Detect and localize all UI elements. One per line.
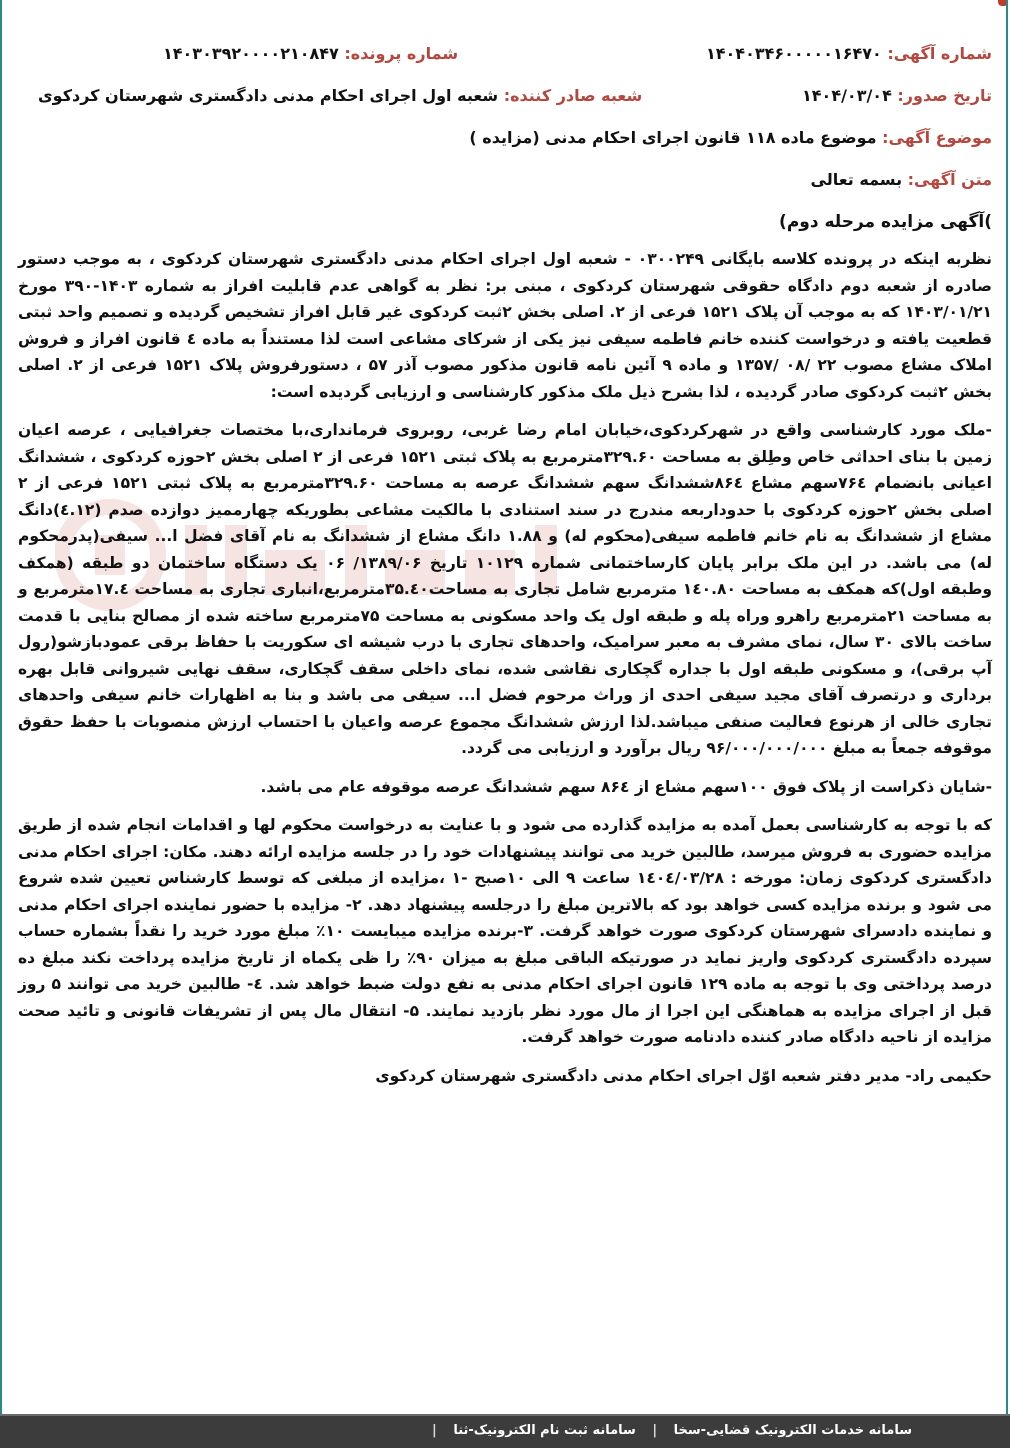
footer-bar	[0, 1414, 1010, 1448]
subject-value: موضوع ماده ۱۱۸ قانون اجرای احکام مدنی (مزایده )	[469, 128, 877, 147]
issuing-branch-label: شعبه صادر کننده:	[503, 86, 643, 105]
notice-content	[18, 40, 992, 1101]
footer-separator: |	[652, 1423, 658, 1438]
footer-link-sana[interactable]: سامانه ثبت نام الکترونیک-ثنا	[453, 1423, 636, 1438]
issuing-branch-value: شعبه اول اجرای احکام مدنی دادگستری شهرستان کردکوی	[38, 86, 499, 105]
case-number-label: شماره پرونده:	[344, 44, 459, 63]
notice-number	[706, 40, 992, 68]
footer-separator-end: |	[432, 1423, 437, 1438]
notice-body-header	[18, 166, 992, 194]
meta-row-2	[18, 82, 992, 110]
case-number-value: ۱۴۰۳۰۳۹۲۰۰۰۰۲۱۰۸۴۷	[163, 44, 339, 63]
notice-number-label: شماره آگهی:	[887, 44, 992, 63]
paragraph-endowment-note: -شایان ذکراست از پلاک فوق ۱۰۰سهم مشاع از ۸۶٤ سهم ششدانگ عرصه موقوفه عام می باشد.	[260, 777, 992, 796]
notice-subject	[18, 124, 992, 152]
issuing-branch	[38, 82, 642, 110]
paragraph-signature: حکیمی راد- مدیر دفتر شعبه اوّل اجرای احکام مدنی دادگستری شهرستان کردکوی	[375, 1066, 992, 1085]
paragraph-intro: نظربه اینکه در پرونده کلاسه بایگانی ۰۳۰۰۲۴۹ - شعبه اول اجرای احکام مدنی دادگستری شهرستان کردکوی ، به موجب دستور صادره از شعبه دوم دادگاه حقوقی شهرستان کردکوی ، مبنی بر: نظر به گواهی عدم قابلیت افراز به شماره ۱۴۰۳-۳۹۰ مورخ ۱۴۰۳/۰۱/۲۱ که به موجب آن پلاک ۱۵۲۱ فرعی از ۲. اصلی بخش ۲ثبت کردکوی غیر قابل افراز تشخیص گردیده و تصمیم واحد ثبتی قطعیت یافته و درخواست کننده خانم فاطمه سیفی نیز یکی از شرکای مشاعی است لذا مستنداً به ماده ٤ قانون افراز و فروش املاک مشاع مصوب ۲۲ /۰۸ /۱۳۵۷ و ماده ۹ آئین نامه قانون مذکور مصوب آذر ۵۷ ، دستورفروش پلاک ۱۵۲۱ فرعی از ۲. اصلی بخش ۲ثبت کردکوی صادر گردیده ، لذا بشرح ذیل ملک مذکور کارشناسی و ارزیابی گردیده است:	[18, 250, 993, 401]
auction-heading: )آگهی مزایده مرحله دوم)	[779, 212, 992, 232]
body-label: متن آگهی:	[907, 170, 992, 189]
issue-date	[802, 82, 992, 110]
body-value: بسمه تعالی	[810, 170, 903, 189]
subject-label: موضوع آگهی:	[882, 128, 992, 147]
issue-date-label: تاریخ صدور:	[897, 86, 992, 105]
meta-row-1	[18, 40, 992, 68]
paragraph-property-description: -ملک مورد کارشناسی واقع در شهرکردکوی،خیابان امام رضا غربی، روبروی فرمانداری،با مختصات جغرافیایی ، عرصه اعیان زمین با بنای احداثی خاص وطِلق به مساحت ۳۲۹.۶۰مترمربع به پلاک ثبتی ۱۵۲۱ فرعی از ۲ اصلی بخش ۲حوزه کردکوی ، ششدانگ اعیانی بانضمام ۷۶٤سهم مشاع ۸۶٤ششدانگ سهم ششدانگ عرصه به مساحت ۳۲۹.۶۰مترمربع به پلاک ثبتی ۱۵۲۱ فرعی از ۲ اصلی بخش ۲حوزه کردکوی با حدوداربعه مندرج در سند استنادی با مالکیت مشاعی بطوریکه چهارممیز دوازده صدم (٤.۱۲)دانگ مشاع از ششدانگ به نام خانم فاطمه سیفی(محکوم له) و ۱.۸۸ دانگ مشاع از ششدانگ به نام آقای فضل ا... سیفی(پدرمحکوم له) می باشد. در این ملک برابر پایان کارساختمانی شماره ۱۰۱۲۹ تاریخ ۱۳۸۹/۰۶/ ۰۶ یک دستگاه ساختمان دو طبقه (همکف وطبقه اول)که همکف به مساحت ۱٤۰.۸۰ مترمربع شامل تجاری به مساحت۳۵.٤۰مترمربع،انباری تجاری به مساحت ۱۷.٤مترمربع و به مساحت ۲۱مترمربع راهرو وراه پله و طبقه اول یک واحد مسکونی به مساحت ۷۵مترمربع ساخته شده از مصالح بنایی با قدمت ساخت بالای ۳۰ سال، نمای مشرف به معبر سرامیک، واحدهای تجاری با درب شیشه ای سکوریت با حفاظ برقی عمودبازشو(رول آپ برقی)، و مسکونی طبقه اول با جداره گچکاری نقاشی شده، نمای داخلی سقف گچکاری، سقف نهایی شیروانی قابل بهره برداری و درتصرف آقای مجید سیفی احدی از وراث مرحوم فضل ا... سیفی می باشد و بنا به اظهارات خانم سیفی واحدهای تجاری خالی از هرنوع فعالیت صنفی میباشد.لذا ارزش ششدانگ مجموع عرصه واعیان با احتساب ارزش منصوبات با حفظ حقوق موقوفه جمعاً به مبلغ ۹۶/۰۰۰/۰۰۰/۰۰۰ ریال برآورد و ارزیابی می گردد.	[18, 421, 992, 757]
notice-number-value: ۱۴۰۴۰۳۴۶۰۰۰۰۰۱۶۴۷۰	[706, 44, 882, 63]
case-number	[163, 40, 458, 68]
paragraph-auction-terms: که با توجه به کارشناسی بعمل آمده به مزایده گذارده می شود و با عنایت به درخواست محکوم لها و اقدامات انجام شده از طریق مزایده حضوری به فروش میرسد، طالبین خرید می توانند پیشنهادات خود را در جلسه مزایده ارائه دهند. مکان: اجرای احکام مدنی دادگستری کردکوی زمان: مورخه : ۱٤۰٤/۰۳/۲۸ ساعت ۹ الی ۱۰صبح -۱ ،مزایده از مبلغی که توسط کارشناس تعیین شده شروع می شود و برنده مزایده کسی خواهد بود که بالاترین مبلغ را درجلسه پیشنهاد دهد. ۲- مزایده با حضور نماینده اجرای احکام مدنی و نماینده دادسرای شهرستان کردکوی صورت خواهد گرفت. ۳-برنده مزایده میبایست ۱۰٪ مبلغ مورد خرید را نقداً بشماره حساب سپرده دادگستری کردکوی واریز نماید در صورتیکه الباقی مبلغ به میزان ۹۰٪ را ظی یکماه از تاریخ مزایده پرداخت نکند مبلغ ده درصد پرداختی وی با توجه به ماده ۱۲۹ قانون اجرای احکام مدنی به نفع دولت ضبط خواهد شد. ٤- طالبین خرید می توانند ۵ روز قبل از اجرای مزایده به هماهنگی این اجرا از مال مورد نظر بازدید نمایند. ۵- انتقال مال پس از تشریفات قانونی و تائید صحت مزایده از ناحیه دادگاه صادر کننده دادنامه صورت خواهد گرفت.	[18, 816, 993, 1046]
issue-date-value: ۱۴۰۴/۰۳/۰۴	[802, 86, 892, 105]
footer-link-sakha[interactable]: سامانه خدمات الکترونیک قضایی-سخا	[673, 1423, 912, 1438]
